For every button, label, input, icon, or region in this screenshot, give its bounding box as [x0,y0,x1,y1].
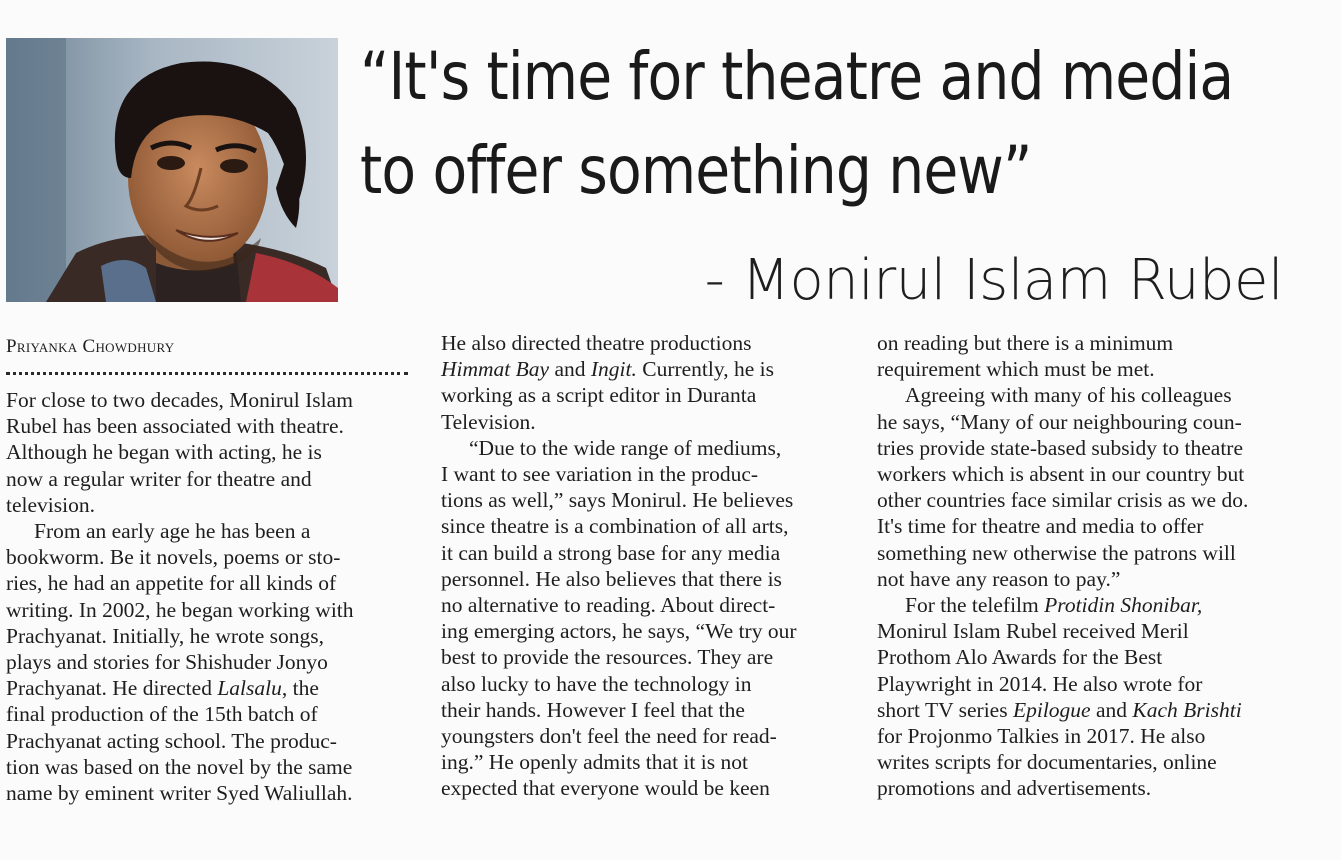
text-line: personnel. He also believes that there is [441,566,782,591]
text-line [877,592,1287,618]
text-run: and [1090,697,1133,722]
text-line: working as a script editor in Duranta [441,383,757,408]
text-line: From an early age he has been a [34,519,311,544]
text-line: Agreeing with many of his colleagues [905,383,1232,408]
text-line: Prachyanat. Initially, he wrote songs, [6,623,325,648]
text-line: expected that everyone would be keen [441,776,770,801]
text-line: He also directed theatre productions [441,331,752,355]
text-line: on reading but there is a minimum [877,331,1174,355]
text-line: I want to see variation in the produc- [441,462,759,487]
text-line: Prachyanat acting school. The produc- [6,728,337,753]
text-line [877,697,1287,723]
text-line: Playwright in 2014. He also wrote for [877,671,1203,696]
text-line: their hands. However I feel that the [441,697,745,722]
text-run: Currently, he is [636,357,774,382]
text-run: For the telefilm [905,593,1045,618]
text-line: youngsters don't feel the need for read- [441,724,777,749]
text-line: workers which is absent in our country but [877,462,1245,487]
text-line: Monirul Islam Rubel received Meril [877,619,1189,644]
text-line: requirement which must be met. [877,357,1155,382]
text-line: Prothom Alo Awards for the Best [877,645,1163,670]
text-line: best to provide the resources. They are [441,645,774,670]
headline-quote [360,30,1234,218]
title-himmat-bay: Himmat Bay [441,357,550,382]
headline-line-1: “It's time for theatre and media [360,38,1234,115]
text-line: he says, “Many of our neighbouring coun- [877,409,1242,434]
text-run: , the [281,676,319,701]
author-byline: Priyanka Chowdhury [6,336,175,357]
text-line: ing.” He openly admits that it is not [441,750,748,775]
text-line: ing emerging actors, he says, “We try our [441,619,797,644]
text-line: it can build a strong base for any media [441,540,781,565]
text-line [441,356,851,382]
text-line: tries provide state-based subsidy to theatre [877,435,1243,460]
title-ingit: Ingit. [590,357,637,382]
text-run: Prachyanat. He directed [6,676,218,701]
dotted-divider [6,360,408,375]
text-line: “Due to the wide range of mediums, [469,435,782,460]
headline-attribution: - Monirul Islam Rubel [704,248,1283,313]
text-line: ries, he had an appetite for all kinds of [6,571,337,596]
text-line: Television. [441,409,536,434]
article-column-2 [441,330,851,802]
text-line: for Projonmo Talkies in 2017. He also [877,724,1206,749]
text-line: promotions and advertisements. [877,776,1152,801]
text-line: no alternative to reading. About direct- [441,593,776,618]
text-line: something new otherwise the patrons will [877,540,1236,565]
text-run: short TV series [877,697,1013,722]
title-lalsalu: Lalsalu [217,676,282,701]
text-line: writes scripts for documentaries, online [877,750,1217,775]
text-line: name by eminent writer Syed Waliullah. [6,781,353,806]
text-line: not have any reason to pay.” [877,566,1121,591]
text-line: since theatre is a combination of all arts, [441,514,789,539]
text-line: Although he began with acting, he is [6,440,322,465]
text-line: bookworm. Be it novels, poems or sto- [6,545,341,570]
title-kach-brishti: Kach Brishti [1132,697,1242,722]
article-column-3 [877,330,1287,802]
text-line: plays and stories for Shishuder Jonyo [6,650,328,675]
title-epilogue: Epilogue [1012,697,1091,722]
article-column-1 [6,330,416,806]
headline-line-2: to offer something new” [360,132,1032,209]
text-line: tions as well,” says Monirul. He believes [441,488,794,513]
text-run: and [549,357,591,382]
text-line: For close to two decades, Monirul Islam [6,388,353,412]
text-line: Rubel has been associated with theatre. [6,414,344,439]
text-line: It's time for theatre and media to offer [877,514,1204,539]
text-line: final production of the 15th batch of [6,702,318,727]
text-line: also lucky to have the technology in [441,671,752,696]
text-line: television. [6,492,95,517]
text-line: tion was based on the novel by the same [6,754,353,779]
text-line: other countries face similar crisis as we do. [877,488,1249,513]
title-protidin-shonibar: Protidin Shonibar, [1044,593,1203,618]
portrait-photo [6,38,338,302]
text-line [6,675,416,701]
text-line: now a regular writer for theatre and [6,466,312,491]
text-line: writing. In 2002, he began working with [6,597,354,622]
